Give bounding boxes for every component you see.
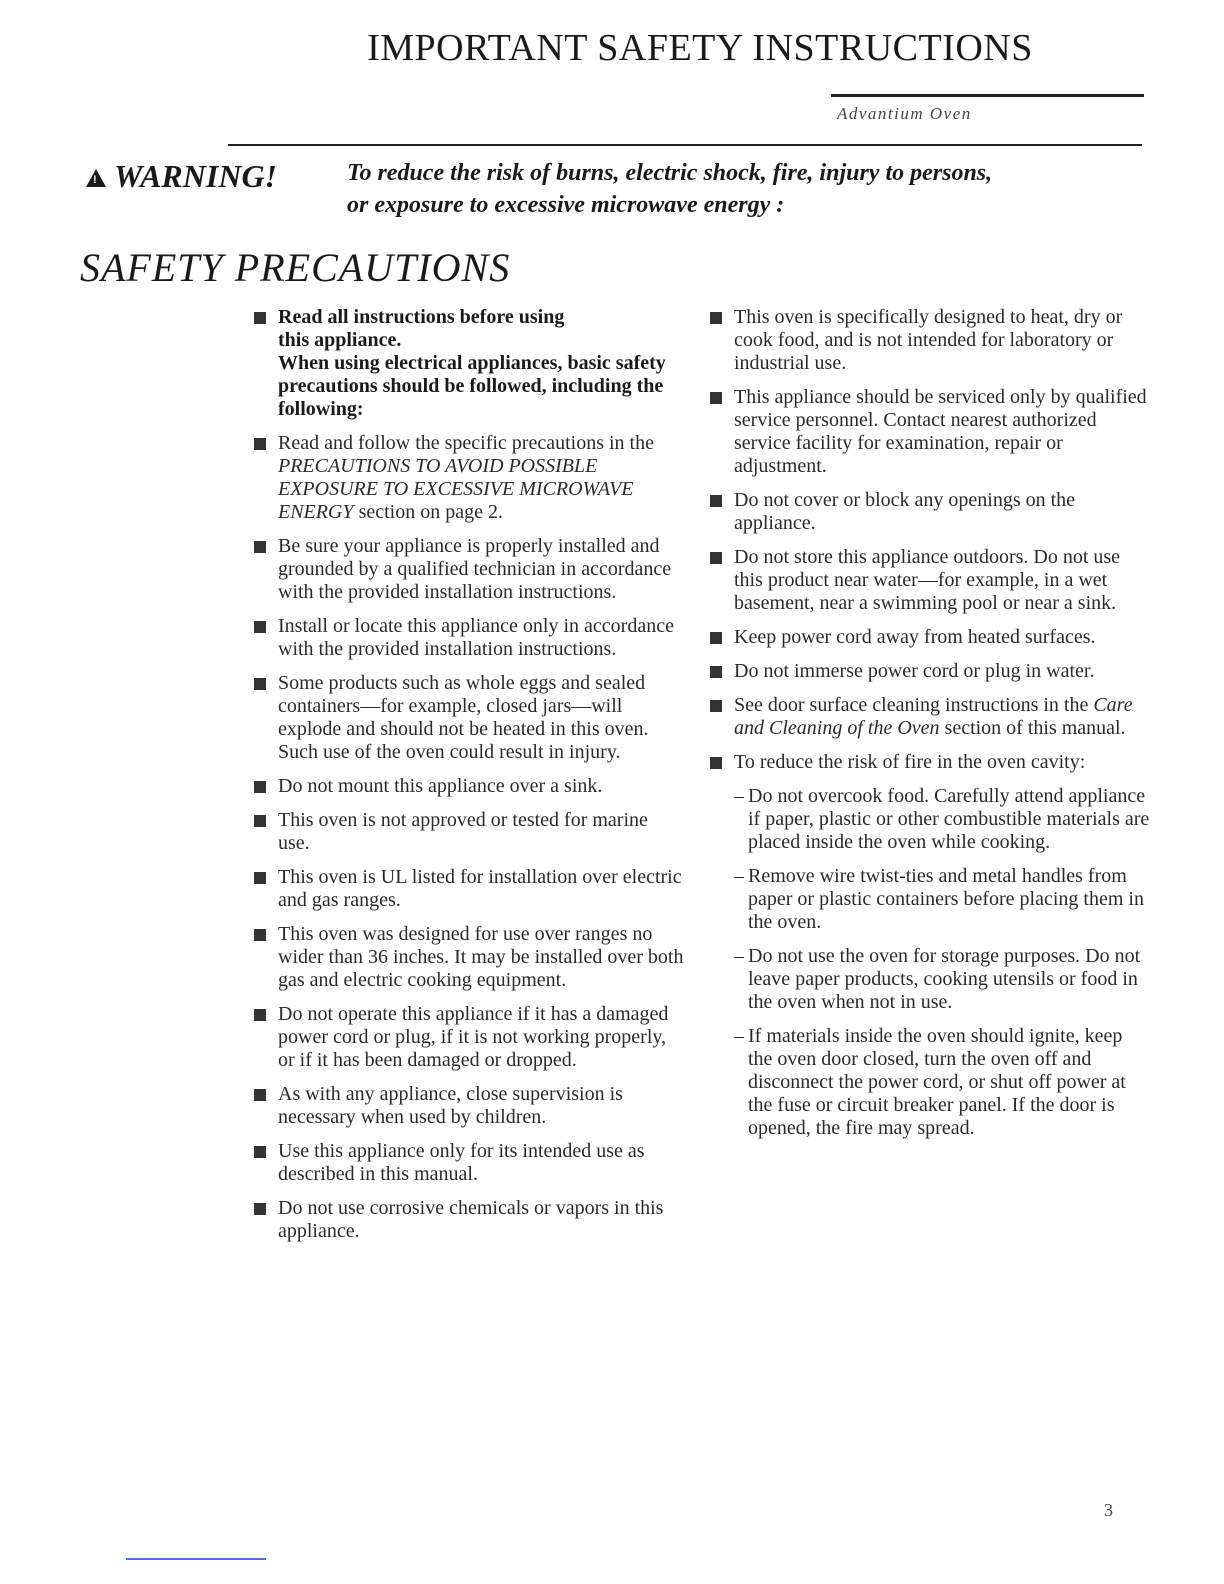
list-item xyxy=(710,489,1150,535)
bullet-square-icon xyxy=(710,632,722,644)
item-text: Do not immerse power cord or plug in water. xyxy=(734,660,1095,682)
bullet-square-icon xyxy=(254,929,266,941)
bullet-square-icon xyxy=(254,815,266,827)
intro-line: When using electrical appliances, basic safety precautions should be followed, including the following: xyxy=(278,352,666,420)
dash-marker: – xyxy=(734,1025,744,1047)
list-item xyxy=(710,751,1150,774)
bullet-square-icon xyxy=(254,312,266,324)
bullet-square-icon xyxy=(710,392,722,404)
item-text: To reduce the risk of fire in the oven cavity: xyxy=(734,751,1086,773)
header-rule-short xyxy=(831,94,1144,97)
item-text: section of this manual. xyxy=(939,717,1126,739)
list-item xyxy=(254,535,684,604)
page-number: 3 xyxy=(1104,1500,1113,1520)
list-item xyxy=(710,546,1150,615)
list-item xyxy=(254,1083,684,1129)
list-item xyxy=(710,306,1150,375)
warning-label-text: WARNING! xyxy=(114,158,277,194)
item-text: Be sure your appliance is properly installed and grounded by a qualified technician in accordance with the provided installation instructions. xyxy=(278,535,672,603)
list-item xyxy=(254,775,684,798)
bullet-square-icon xyxy=(254,1146,266,1158)
bullet-square-icon xyxy=(710,552,722,564)
sub-item-text: Remove wire twist-ties and metal handles from paper or plastic containers before placing them in the oven. xyxy=(748,865,1144,933)
bullet-square-icon xyxy=(254,541,266,553)
item-italic-text: PRECAUTIONS TO AVOID POSSIBLE EXPOSURE TO EXCESSIVE MICROWAVE ENERGY xyxy=(278,455,634,523)
item-text: Do not mount this appliance over a sink. xyxy=(278,775,603,797)
bullet-square-icon xyxy=(710,700,722,712)
bullet-square-icon xyxy=(254,1203,266,1215)
list-item xyxy=(254,1140,684,1186)
bullet-square-icon xyxy=(710,312,722,324)
bullet-square-icon xyxy=(710,666,722,678)
item-text: Do not use corrosive chemicals or vapors in this appliance. xyxy=(278,1197,664,1242)
section-title: SAFETY PRECAUTIONS xyxy=(80,245,511,290)
bullet-square-icon xyxy=(254,1009,266,1021)
sub-list-item xyxy=(710,785,1150,854)
item-text: This oven is UL listed for installation over electric and gas ranges. xyxy=(278,866,682,911)
item-text: This oven is not approved or tested for marine use. xyxy=(278,809,648,854)
item-text: section on page 2. xyxy=(358,501,503,523)
list-item xyxy=(254,615,684,661)
item-text: Read and follow the specific precautions in the xyxy=(278,432,654,454)
list-item xyxy=(254,1003,684,1072)
bullet-square-icon xyxy=(254,438,266,450)
sub-item-text: Do not overcook food. Carefully attend appliance if paper, plastic or other combustible materials are placed inside the oven while cooking. xyxy=(748,785,1150,853)
list-item xyxy=(710,626,1150,649)
item-text: This oven is specifically designed to heat, dry or cook food, and is not intended for laboratory or industrial use. xyxy=(734,306,1123,374)
left-column xyxy=(254,306,684,1254)
item-text: Install or locate this appliance only in accordance with the provided installation instructions. xyxy=(278,615,674,660)
list-item xyxy=(710,386,1150,478)
item-italic-text: Care and Cleaning of the Oven xyxy=(734,694,1133,739)
warning-line-1: To reduce the risk of burns, electric shock, fire, injury to persons, xyxy=(347,160,993,186)
sub-item-text: Do not use the oven for storage purposes. Do not leave paper products, cooking utensils or food in the oven when not in use. xyxy=(748,945,1141,1013)
list-item xyxy=(254,866,684,912)
dash-marker: – xyxy=(734,865,744,887)
intro-line: Read all instructions before using xyxy=(278,306,565,328)
intro-line: this appliance. xyxy=(278,329,402,351)
page-title: IMPORTANT SAFETY INSTRUCTIONS xyxy=(367,27,1033,69)
bullet-square-icon xyxy=(710,757,722,769)
dash-marker: – xyxy=(734,785,744,807)
item-text: Keep power cord away from heated surfaces. xyxy=(734,626,1096,648)
list-item xyxy=(254,432,684,524)
list-item xyxy=(254,306,684,421)
bullet-square-icon xyxy=(710,495,722,507)
list-item xyxy=(254,672,684,764)
list-item xyxy=(254,1197,684,1243)
bullet-square-icon xyxy=(254,678,266,690)
warning-triangle-icon xyxy=(86,169,106,187)
header-rule-long xyxy=(228,144,1142,146)
product-subtitle: Advantium Oven xyxy=(837,104,972,123)
item-text: Do not operate this appliance if it has a damaged power cord or plug, if it is not working properly, or if it has been damaged or dropped. xyxy=(278,1003,669,1071)
item-text: Some products such as whole eggs and sealed containers—for example, closed jars—will explode and should not be heated in this oven. Such use of the oven could result in injury. xyxy=(278,672,649,763)
right-column xyxy=(710,306,1150,1151)
list-item xyxy=(710,694,1150,740)
bullet-square-icon xyxy=(254,1089,266,1101)
bullet-square-icon xyxy=(254,781,266,793)
warning-statement xyxy=(347,157,1107,221)
sub-list-item xyxy=(710,945,1150,1014)
list-item xyxy=(254,923,684,992)
warning-line-2: or exposure to excessive microwave energy : xyxy=(347,192,785,218)
bullet-square-icon xyxy=(254,621,266,633)
item-text: Do not cover or block any openings on the appliance. xyxy=(734,489,1076,534)
sub-list-item xyxy=(710,1025,1150,1140)
sub-item-text: If materials inside the oven should ignite, keep the oven door closed, turn the oven off and disconnect the power cord, or shut off power at the fuse or circuit breaker panel. If the door is opened, the fire may spread. xyxy=(748,1025,1126,1139)
footer-blue-line xyxy=(126,1558,266,1560)
item-text: As with any appliance, close supervision is necessary when used by children. xyxy=(278,1083,623,1128)
item-text: See door surface cleaning instructions in the xyxy=(734,694,1094,716)
warning-label xyxy=(86,158,277,195)
item-text: Use this appliance only for its intended use as described in this manual. xyxy=(278,1140,645,1185)
item-text: This oven was designed for use over ranges no wider than 36 inches. It may be installed over both gas and electric cooking equipment. xyxy=(278,923,684,991)
item-text: Do not store this appliance outdoors. Do not use this product near water—for example, in a wet basement, near a swimming pool or near a sink. xyxy=(734,546,1121,614)
list-item xyxy=(710,660,1150,683)
sub-list-item xyxy=(710,865,1150,934)
dash-marker: – xyxy=(734,945,744,967)
item-text: This appliance should be serviced only by qualified service personnel. Contact nearest authorized service facility for examination, repair or adjustment. xyxy=(734,386,1147,477)
list-item xyxy=(254,809,684,855)
bullet-square-icon xyxy=(254,872,266,884)
